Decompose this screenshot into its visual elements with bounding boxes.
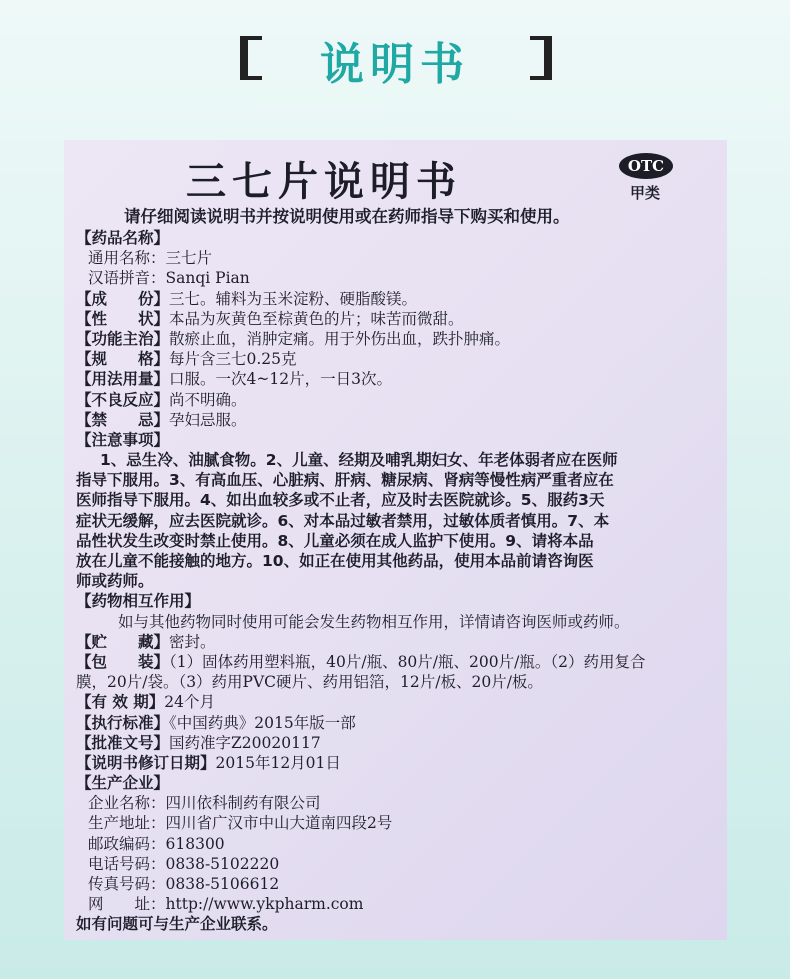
section-label: 【药品名称】	[76, 229, 170, 247]
section-row	[76, 632, 716, 652]
section-value: 《中国药典》2015年版一部	[169, 713, 356, 732]
section-row	[76, 248, 716, 268]
section-value: 尚不明确。	[169, 390, 247, 409]
section-label: 【规 格】	[76, 350, 170, 369]
company-line: 生产地址：四川省广汉市中山大道南四段2号	[88, 814, 393, 833]
precaution-line: 症状无缓解，应去医院就诊。6、对本品过敏者禁用，过敏体质者慎用。7、本	[76, 511, 610, 530]
section-label: 【性 状】	[76, 309, 170, 328]
section-label: 【批准文号】	[76, 733, 170, 752]
section-label: 【禁 忌】	[76, 410, 170, 429]
section-value: 汉语拼音：Sanqi Pian	[88, 269, 250, 288]
section-row	[76, 390, 716, 410]
otc-class-label: 甲类	[630, 184, 661, 202]
section-value: 密封。	[169, 632, 216, 651]
section-row	[76, 430, 716, 450]
section-label: 【注意事项】	[76, 430, 170, 449]
section-label: 【功能主治】	[76, 329, 170, 348]
section-value: 散瘀止血，消肿定痛。用于外伤出血，跌扑肿痛。	[169, 329, 511, 348]
section-value: 24个月	[164, 693, 216, 712]
section-label: 【有 效 期】	[76, 693, 165, 712]
document-title: 三七片说明书	[186, 158, 462, 205]
right-bracket-icon	[530, 36, 552, 80]
section-row	[76, 652, 716, 672]
section-label: 【用法用量】	[76, 370, 170, 389]
precaution-line: 放在儿童不能接触的地方。10、如正在使用其他药品，使用本品前请咨询医	[76, 552, 594, 570]
section-row	[76, 289, 716, 309]
instruction-sheet	[64, 140, 727, 940]
otc-badge: OTC	[619, 153, 673, 179]
section-value: 国药准字Z20020117	[169, 733, 321, 752]
section-row	[76, 268, 716, 288]
section-value: 本品为灰黄色至棕黄色的片；味苦而微甜。	[169, 309, 464, 328]
section-row	[76, 733, 716, 753]
section-value: 通用名称：三七片	[88, 249, 213, 268]
interaction-label: 【药物相互作用】	[76, 592, 201, 611]
section-row	[76, 672, 716, 692]
precaution-line: 品性状发生改变时禁止使用。8、儿童必须在成人监护下使用。9、请将本品	[76, 531, 594, 550]
section-row	[76, 369, 716, 389]
sheet-body	[76, 228, 716, 935]
section-value: 每片含三七0.25克	[169, 350, 297, 369]
section-value: （1）固体药用塑料瓶，40片/瓶、80片/瓶、200片/瓶。（2）药用复合	[169, 652, 646, 671]
sections-part-2	[76, 632, 716, 794]
section-row	[76, 309, 716, 329]
precaution-line: 指导下服用。3、有高血压、心脏病、肝病、糖尿病、肾病等慢性病严重者应在	[76, 471, 614, 490]
precaution-line: 医师指导下服用。4、如出血较多或不止者，应及时去医院就诊。5、服药3天	[76, 491, 605, 510]
company-line: 邮政编码：618300	[88, 834, 225, 853]
usage-notice: 请仔细阅读说明书并按说明使用或在药师指导下购买和使用。	[124, 207, 570, 226]
company-line: 电话号码：0838-5102220	[88, 854, 280, 873]
section-row	[76, 692, 716, 712]
section-row	[76, 228, 716, 248]
sections-part-1	[76, 228, 716, 450]
section-row	[76, 349, 716, 369]
section-row	[76, 753, 716, 773]
section-value: 孕妇忌服。	[169, 410, 247, 429]
interaction-text: 如与其他药物同时使用可能会发生药物相互作用，详情请咨询医师或药师。	[118, 612, 630, 631]
precaution-line: 1、忌生冷、油腻食物。2、儿童、经期及哺乳期妇女、年老体弱者应在医师	[100, 451, 618, 470]
section-row	[76, 773, 716, 793]
section-value: 三七。辅料为玉米淀粉、硬脂酸镁。	[169, 289, 418, 308]
section-value: 2015年12月01日	[215, 753, 341, 772]
section-row	[76, 410, 716, 430]
section-label: 【执行标准】	[76, 713, 170, 732]
footer-note: 如有问题可与生产企业联系。	[76, 915, 278, 934]
company-line: 网 址：http://www.ykpharm.com	[88, 895, 364, 914]
section-value: 口服。一次4~12片，一日3次。	[169, 370, 392, 389]
company-line: 传真号码：0838-5106612	[88, 875, 280, 893]
interaction-row	[76, 591, 716, 611]
section-label: 【贮 藏】	[76, 632, 170, 651]
section-value: 膜，20片/袋。（3）药用PVC硬片、药用铝箔，12片/板、20片/板。	[76, 673, 543, 692]
section-row	[76, 713, 716, 733]
section-label: 【生产企业】	[76, 774, 170, 793]
company-info	[76, 793, 716, 914]
interaction-text-row	[76, 612, 716, 632]
banner-title: 说明书	[320, 39, 470, 90]
header-banner	[0, 0, 790, 120]
section-label: 【说明书修订日期】	[76, 753, 216, 772]
section-label: 【不良反应】	[76, 390, 170, 409]
section-row	[76, 329, 716, 349]
section-label: 【包 装】	[76, 652, 170, 671]
precaution-line: 师或药师。	[76, 572, 154, 591]
section-label: 【成 份】	[76, 289, 170, 308]
company-line: 企业名称：四川依科制药有限公司	[88, 794, 321, 813]
precautions-block	[76, 450, 716, 591]
